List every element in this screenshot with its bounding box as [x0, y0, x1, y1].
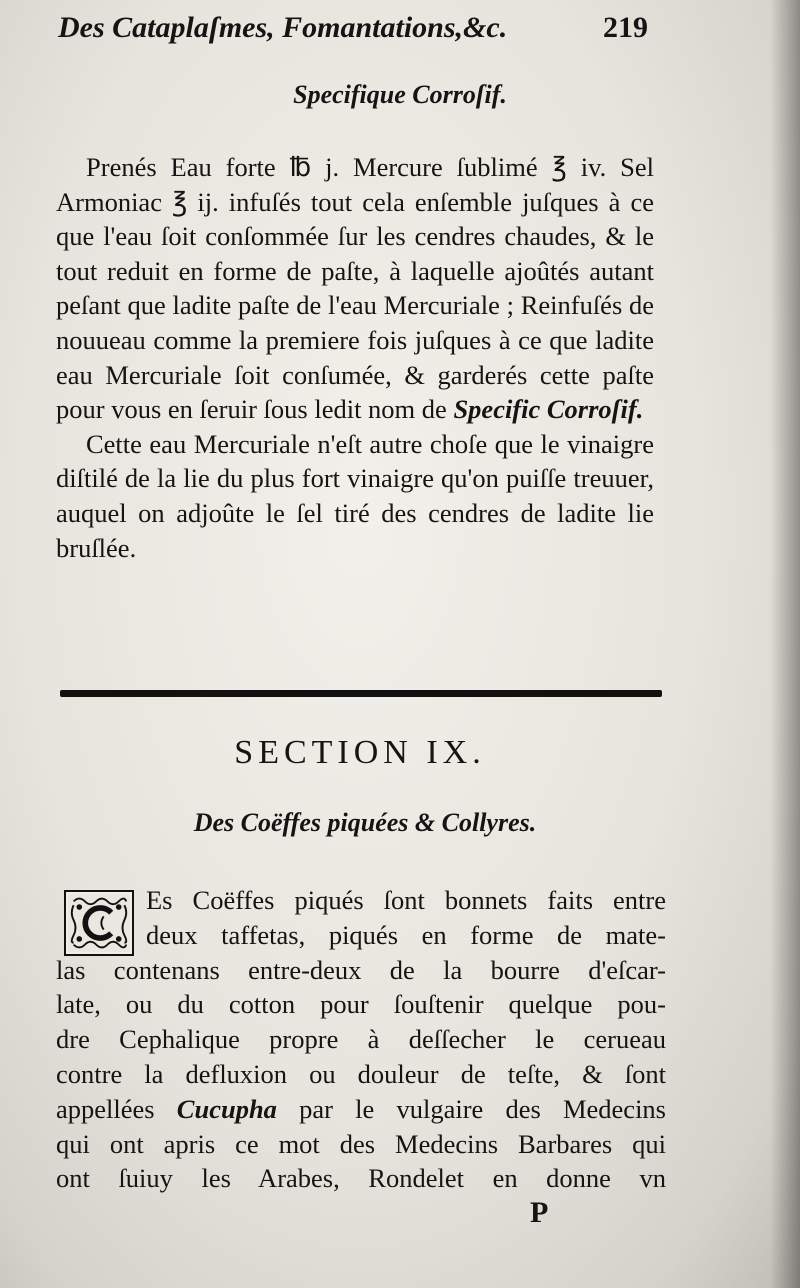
body-line: las contenans entre-deux de la bourre d'eſcar-	[56, 954, 666, 985]
section-title: SECTION IX.	[234, 734, 486, 771]
recipe-body	[56, 150, 654, 565]
body-line: contre la defluxion ou douleur de teſte, & ſont	[56, 1058, 666, 1089]
body-line: qui ont apris ce mot des Medecins Barbares qui	[56, 1128, 666, 1159]
page-number: 219	[603, 11, 648, 44]
running-head-title: Des Cataplaſmes, Fomantations,&c.	[58, 11, 508, 44]
body-line: ont ſuiuy les Arabes, Rondelet en donne vn	[56, 1163, 666, 1194]
recipe-heading: Specifique Corroſif.	[293, 80, 507, 109]
page-edge-shadow	[770, 0, 800, 1288]
running-head	[58, 6, 648, 50]
body-line: appellées Cucupha par le vulgaire des Medecins	[56, 1093, 666, 1124]
coeffes-body	[56, 883, 666, 1196]
section-subtitle: Des Coëffes piquées & Collyres.	[193, 808, 537, 837]
recipe-paragraph-1: Prenés Eau forte ℔ j. Mercure ſublimé ℥ iv. Sel Armoniac ℥ ij. infuſés tout cela enſemble juſques à ce que l'eau ſoit conſommée ſur les cendres chaudes, & le tout reduit en forme de paſte, à laquelle ajoûtés autant peſant que ladite paſte de l'eau Mercuriale ; Reinfuſés de nouueau comme la premiere fois juſques à ce que ladite eau Mercuriale ſoit conſumée, & garderés cette paſte pour vous en ſeruir ſous ledit nom de Specific Corroſif.	[56, 152, 654, 425]
recipe-name-italic: Specific Corroſif.	[453, 394, 644, 425]
signature-mark: P	[530, 1196, 549, 1229]
recipe-paragraph-2: Cette eau Mercuriale n'eſt autre choſe que le vinaigre diſtilé de la lie du plus fort vinaigre qu'on puiſſe treuuer, auquel on adjoûte le ſel tiré des cendres de ladite lie bruſlée.	[56, 428, 654, 563]
body-line: deux taffetas, piqués en forme de mate-	[146, 919, 666, 950]
body-line: dre Cephalique propre à deſſecher le cerueau	[56, 1024, 666, 1055]
body-line: Es Coëffes piqués ſont bonnets faits entre	[146, 885, 666, 915]
body-line: late, ou du cotton pour ſouſtenir quelque pou-	[56, 989, 666, 1020]
italic-term: Cucupha	[176, 1093, 277, 1124]
section-divider-rule	[60, 690, 662, 697]
